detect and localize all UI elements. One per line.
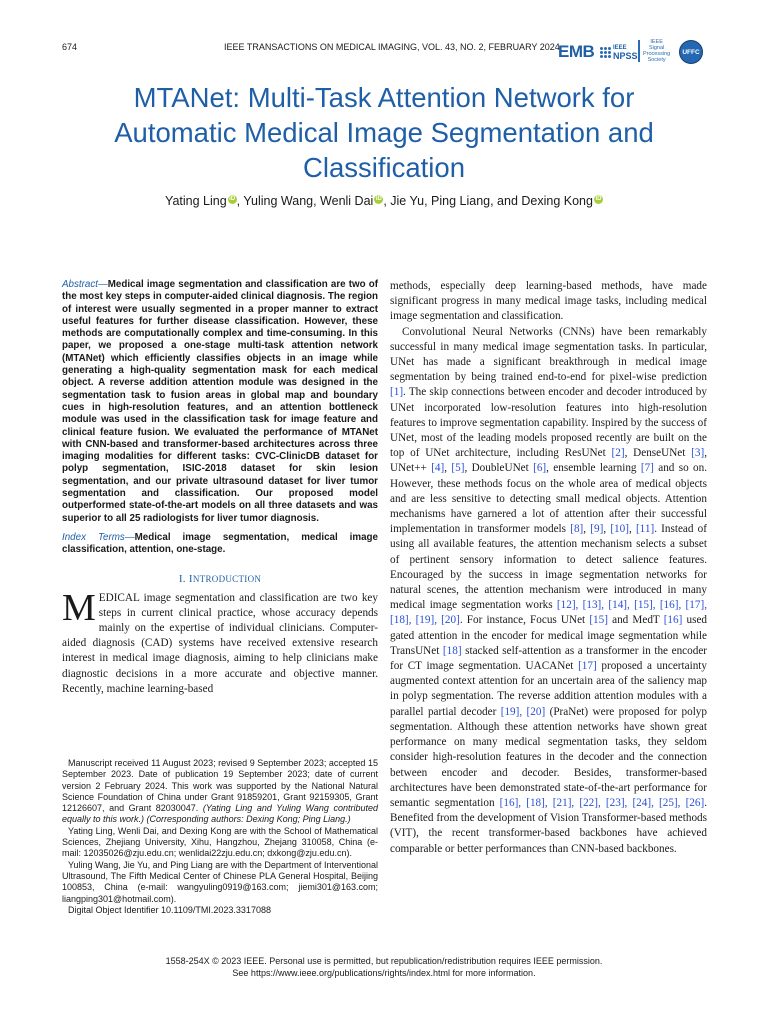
abstract-label: Abstract— xyxy=(62,279,108,290)
drop-cap: M xyxy=(62,586,96,629)
npss-logo-top: IEEE xyxy=(613,45,627,51)
citation-link[interactable]: [17] xyxy=(578,660,597,673)
journal-name: IEEE TRANSACTIONS ON MEDICAL IMAGING, VOL. 43, NO. 2, FEBRUARY 2024 xyxy=(224,42,560,52)
paper-title: MTANet: Multi-Task Attention Network for Automatic Medical Image Segmentation and Classification xyxy=(114,82,654,183)
citation-link[interactable]: [6] xyxy=(533,462,547,475)
orcid-icon[interactable]: iD xyxy=(229,195,236,202)
author-group-3: , Jie Yu, Ping Liang, and Dexing Kong xyxy=(383,194,593,208)
citation-link[interactable]: [2] xyxy=(611,447,625,460)
author-group-2: , Yuling Wang, Wenli Dai xyxy=(236,194,374,208)
copyright-footer xyxy=(62,956,706,979)
sps-logo-line4: Society xyxy=(647,57,666,63)
citation-link[interactable]: [1] xyxy=(390,386,404,399)
uffc-logo-text: UFFC xyxy=(682,48,700,56)
right-column xyxy=(390,279,707,857)
sps-logo-line1: IEEE xyxy=(650,39,663,45)
paragraph-cnn: Convolutional Neural Networks (CNNs) have been remarkably successful in many medical image segmentation tasks. In particular, UNet has made a significant breakthrough in medical image segmentation by being trained end-to-end for pixel-wise prediction [1]. The skip connections between encoder and decoder introduced by UNet incorporated low-resolution features into high-resolution features to improve segmentation capability. Inspired by the success of UNet, most of the leading models proposed recently are built on the top of UNet architecture, including ResUNet [2], DenseUNet [3], UNet++ [4], [5], DoubleUNet [6], ensemble learning [7] and so on. However, these methods focus on the whole area of medical objects and are less sensitive to detecting small medical objects. Attention mechanisms have garnered a lot of attention after their successful implementation in transformer models [8], [9], [10], [11]. Instead of using all available features, the attention mechanism selects a subset of pertinent sensory information to detect salience features. Encouraged by the success in image segmentation networks for natural scenes, the attention mechanism were introduced in many medical image segmentation works [12], [13], [14], [15], [16], [17], [18], [19], [20]. For instance, Focus UNet [15] and MedT [16] used gated attention in the encoder for medical image segmentation while TransUNet [18] stacked self-attention as a transformer in the encoder for CT image segmentation. UACANet [17] proposed a uncertainty augmented context attention for an uncertain area of the saliency map in polyp segmentation. The reverse addition attention modules with a parallel partial decoder [19], [20] (PraNet) were proposed for polyp segmentation. Although these attention networks have shown great performance on many medical segmentation tasks, they seldom consider high-resolution features in the decoder and the connection between encoder and decoder. Besides, transformer-based architectures have been demonstrated state-of-the-art performance for semantic segmentation [16], [18], [21], [22], [23], [24], [25], [26]. Benefited from the development of Vision Transformer-based methods (VIT), the recent transformer-based backbones have achieved comparable or better performances than CNN-based backbones. xyxy=(390,325,708,855)
citation-link[interactable]: [7] xyxy=(640,462,654,475)
citation-link[interactable]: [8] xyxy=(570,523,584,536)
citation-link[interactable]: [4] xyxy=(431,462,445,475)
citation-link[interactable]: [16], [18], [21], [22], [23], [24], [25], [26] xyxy=(499,796,705,809)
index-terms-label: Index Terms— xyxy=(62,531,135,543)
citation-link[interactable]: [11] xyxy=(635,523,655,536)
citation-link[interactable]: [5] xyxy=(451,462,465,475)
rights-link-line[interactable]: See https://www.ieee.org/publications/rights/index.html for more information. xyxy=(232,967,536,978)
running-header xyxy=(62,40,706,68)
citation-link[interactable]: [15] xyxy=(589,614,608,627)
index-terms-text: Medical image segmentation, medical image classification, attention, one-stage. xyxy=(62,531,378,556)
citation-link[interactable]: [3] xyxy=(691,447,705,460)
orcid-icon[interactable]: iD xyxy=(375,195,382,202)
npss-dots-icon xyxy=(600,47,611,58)
section-heading-introduction: I. INTRODUCTION xyxy=(178,572,262,585)
npss-logo-bottom: NPSS xyxy=(613,51,638,61)
emb-logo xyxy=(558,40,594,64)
footnote-affiliation-1: Yating Ling, Wenli Dai, and Dexing Kong are with the School of Mathematical Sciences, Zhejiang University, Xihu, Hangzhou, Zhejang 310058, China (e-mail: 12035026@zju.edu.cn; wenlidai22zju.edu.cn; dxkong@zju.edu.cn). xyxy=(62,825,378,859)
uffc-logo xyxy=(679,40,703,64)
left-column xyxy=(62,279,378,697)
sps-logo-line3: Processing xyxy=(643,51,671,57)
sps-logo-line2: Signal xyxy=(648,45,665,51)
citation-link[interactable]: [10] xyxy=(610,523,629,536)
footnote-doi: Digital Object Identifier 10.1109/TMI.2023.3317088 xyxy=(68,904,271,915)
footnotes xyxy=(62,758,378,916)
citation-link[interactable]: [16] xyxy=(663,614,683,627)
index-terms xyxy=(62,532,378,557)
copyright-line: 1558-254X © 2023 IEEE. Personal use is permitted, but republication/redistribution requires IEEE permission. xyxy=(165,956,603,966)
emb-logo-text: EMB xyxy=(558,42,595,61)
footnote-affiliation-2: Yuling Wang, Jie Yu, and Ping Liang are with the Department of Interventional Ultrasound, The Fifth Medical Center of Chinese PLA General Hospital, Beijing 100853, China (e-mail: wangyuling0919@163.com; jiemi301@163.com; liangping301@hotmail.com). xyxy=(62,859,378,904)
orcid-icon[interactable]: iD xyxy=(595,195,602,202)
sps-logo xyxy=(638,40,670,62)
abstract xyxy=(62,279,378,525)
citation-link[interactable]: [12], [13], [14], [15], [16], [17], [18], [19], [20] xyxy=(390,599,707,627)
intro-paragraph: MEDICAL image segmentation and classification are two key steps in current clinical practice, whose accuracy depends mainly on the expertise of individual clinicians. Computer-aided diagnosis (CAD) systems have received extensive research interest in medical image diagnosis, aiming to help clinicians make diagnostic decisions in a more accurate and objective manner. Recently, machine learning-based xyxy=(62,586,378,695)
footnote-manuscript: Manuscript received 11 August 2023; revised 9 September 2023; accepted 15 September 2023. Date of publication 19 September 2023; date of current version 2 February 2024. This work was supported by the National Natural Science Foundation of China under Grant 91859201, Grant 92159305, Grant 12126607, and Grant 82030047. (Yating Ling and Yuling Wang contributed equally to this work.) (Corresponding authors: Dexing Kong; Ping Liang.) xyxy=(62,758,378,825)
abstract-text: Medical image segmentation and classification are two of the most key steps in computer-aided clinical diagnosis. The region of interest were usually segmented in a proper manner to extract useful features for further disease classification. However, these methods are computationally complex and time-consuming. In this paper, we proposed a one-stage multi-task attention network (MTANet) which efficiently classifies objects in an image while generating a high-quality segmentation mask for each medical object. A reverse addition attention module was designed in the segmentation task to fusion areas in global map and boundary cues in high-resolution features, and an attention bottleneck module was used in the classification task for image feature and clinical feature fusion. We evaluated the performance of MTANet with CNN-based and transformer-based architectures across three imaging modalities for different tasks: CVC-ClinicDB dataset for polyp segmentation, ISIC-2018 dataset for skin lesion segmentation, and our private ultrasound dataset for liver tumor segmentation and classification. Our proposed model outperformed state-of-the-art models on all three datasets and was superior to all 25 radiologists for liver tumor diagnosis. xyxy=(62,279,378,524)
page-number: 674 xyxy=(62,42,78,52)
citation-link[interactable]: [9] xyxy=(590,523,604,536)
npss-logo xyxy=(600,40,638,64)
paragraph-continuation: methods, especially deep learning-based methods, have made significant progress in many medical image tasks, including medical image segmentation and classification. xyxy=(390,280,707,323)
author-list xyxy=(84,194,684,208)
citation-link[interactable]: [19], [20] xyxy=(500,705,546,718)
author-ling: Yating Ling xyxy=(165,194,227,208)
citation-link[interactable]: [18] xyxy=(442,644,462,657)
